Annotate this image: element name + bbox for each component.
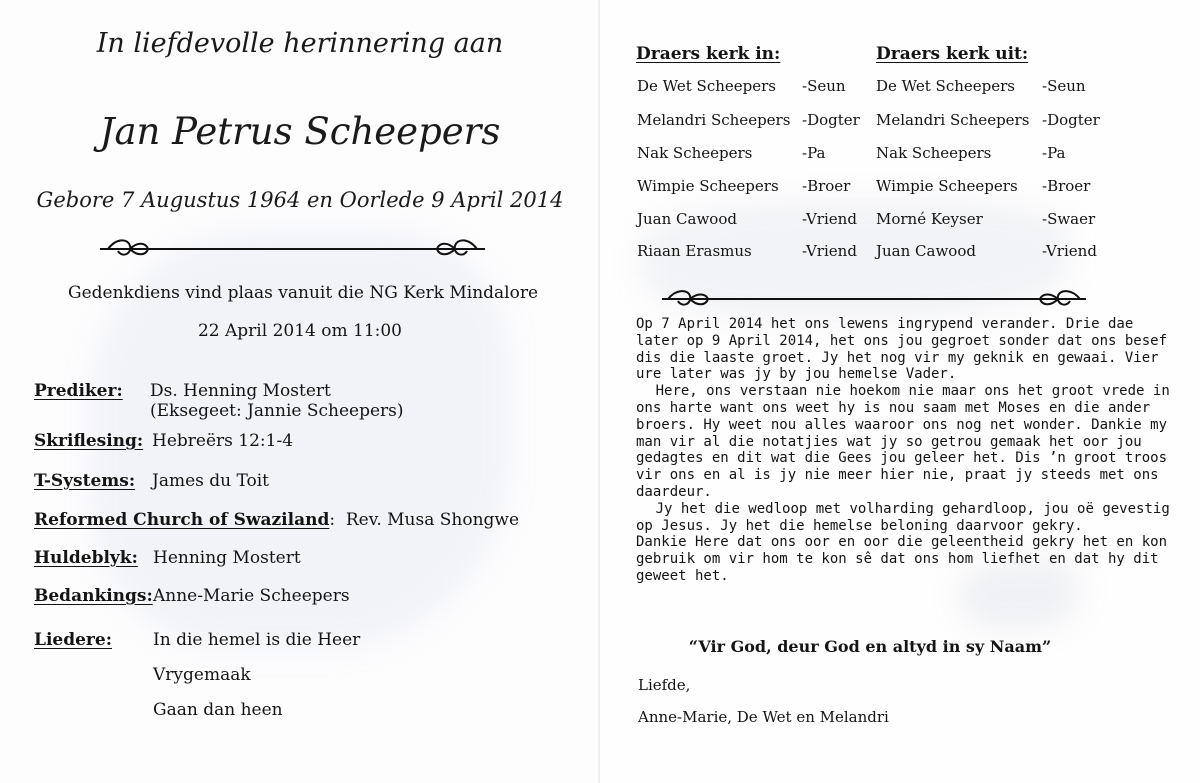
deceased-name: Jan Petrus Scheepers bbox=[99, 110, 501, 153]
programme-entry-church bbox=[34, 510, 519, 530]
programme-value: Hebreërs 12:1-4 bbox=[152, 431, 294, 451]
song-item: Gaan dan heen bbox=[153, 700, 283, 720]
bearer-relation: -Vriend bbox=[802, 210, 857, 228]
bearer-relation: -Dogter bbox=[802, 111, 860, 129]
programme-extra: (Eksegeet: Jannie Scheepers) bbox=[150, 401, 404, 421]
bearer-relation: -Broer bbox=[1042, 177, 1091, 195]
signoff: Anne-Marie, De Wet en Melandri bbox=[638, 708, 889, 726]
tribute-paragraph: Op 7 April 2014 het ons lewens ingrypend verander. Drie dae later op 9 April 2014, het ons jou gegroet sonder dat ons besef dis die laaste groet. Jy het nog vir my geknik en gewaai. Vier ure later was jy by jou hemelse Vader. bbox=[636, 316, 1168, 383]
tribute-text bbox=[636, 316, 1176, 585]
bearer-name: Juan Cawood bbox=[637, 210, 737, 228]
bearer-relation: -Vriend bbox=[1042, 242, 1097, 260]
service-location: Gedenkdiens vind plaas vanuit die NG Kerk Mindalore bbox=[68, 283, 539, 303]
bearer-name: Melandri Scheepers bbox=[637, 111, 791, 129]
tribute-paragraph: Jy het die wedloop met volharding gehardloop, jou oë gevestig op Jesus. Jy het die hemelse beloning daarvoor gekry. bbox=[636, 500, 1170, 534]
bearer-name: Morné Keyser bbox=[876, 210, 983, 228]
ornamental-divider-icon bbox=[100, 236, 485, 264]
programme-label-suffix: : bbox=[329, 510, 336, 530]
bearer-relation: -Dogter bbox=[1042, 111, 1100, 129]
memorial-heading: In liefdevolle herinnering aan bbox=[96, 28, 504, 59]
bearer-relation: -Pa bbox=[1042, 144, 1066, 162]
programme-value: Anne-Marie Scheepers bbox=[153, 586, 350, 606]
programme-label: Skriflesing: bbox=[34, 431, 144, 451]
motto: “Vir God, deur God en altyd in sy Naam” bbox=[688, 637, 1052, 656]
song-item: Vrygemaak bbox=[153, 665, 251, 685]
programme-value: Rev. Musa Shongwe bbox=[345, 510, 520, 530]
bearer-relation: -Swaer bbox=[1042, 210, 1096, 228]
bearer-name: Nak Scheepers bbox=[637, 144, 753, 162]
bearer-name: Wimpie Scheepers bbox=[876, 177, 1018, 195]
programme-value: James du Toit bbox=[152, 471, 270, 491]
bearer-relation: -Seun bbox=[1042, 77, 1086, 95]
programme-value: Henning Mostert bbox=[153, 548, 301, 568]
bearers-in-title: Draers kerk in: bbox=[636, 44, 781, 64]
programme-label: Prediker: bbox=[34, 381, 123, 401]
closing: Liefde, bbox=[638, 676, 691, 694]
programme-label: T-Systems: bbox=[34, 471, 136, 491]
bearer-name: De Wet Scheepers bbox=[876, 77, 1015, 95]
song-item: In die hemel is die Heer bbox=[153, 630, 361, 650]
bearer-name: Juan Cawood bbox=[876, 242, 976, 260]
service-datetime: 22 April 2014 om 11:00 bbox=[197, 321, 403, 341]
life-dates: Gebore 7 Augustus 1964 en Oorlede 9 April 2014 bbox=[36, 188, 564, 212]
bearers-out-title: Draers kerk uit: bbox=[876, 44, 1029, 64]
programme-label: Reformed Church of Swaziland bbox=[34, 510, 330, 530]
tribute-paragraph: Here, ons verstaan nie hoekom nie maar ons het groot vrede in ons harte want ons weet hy is nou saam met Moses en die ander broers. Hy weet nou alles waaroor ons nog net wonder. Dankie my man vir al die notatjies wat jy so getrou gemaak het oor jou gedagtes en dit wat die Gees jou geleer het. Dis ’n groot troos vir ons en al is jy nie meer hier nie, praat jy steeds met ons daardeur. bbox=[636, 383, 1170, 500]
programme-label: Huldeblyk: bbox=[34, 548, 138, 568]
bearer-relation: -Pa bbox=[802, 144, 826, 162]
bearer-name: De Wet Scheepers bbox=[637, 77, 776, 95]
bearer-name: Wimpie Scheepers bbox=[637, 177, 779, 195]
songs-label: Liedere: bbox=[34, 630, 112, 650]
bearer-name: Nak Scheepers bbox=[876, 144, 992, 162]
ornamental-divider-icon bbox=[662, 288, 1086, 312]
bearer-name: Melandri Scheepers bbox=[876, 111, 1030, 129]
bearer-name: Riaan Erasmus bbox=[637, 242, 752, 260]
programme-value: Ds. Henning Mostert bbox=[150, 381, 331, 401]
bearer-relation: -Seun bbox=[802, 77, 846, 95]
programme-label: Bedankings: bbox=[34, 586, 153, 606]
bearer-relation: -Vriend bbox=[802, 242, 857, 260]
tribute-paragraph: Dankie Here dat ons oor en oor die geleentheid gekry het en kon gebruik om vir hom te kon sê dat ons hom liefhet en dat hy dit geweet het. bbox=[636, 534, 1168, 584]
bearer-relation: -Broer bbox=[802, 177, 851, 195]
